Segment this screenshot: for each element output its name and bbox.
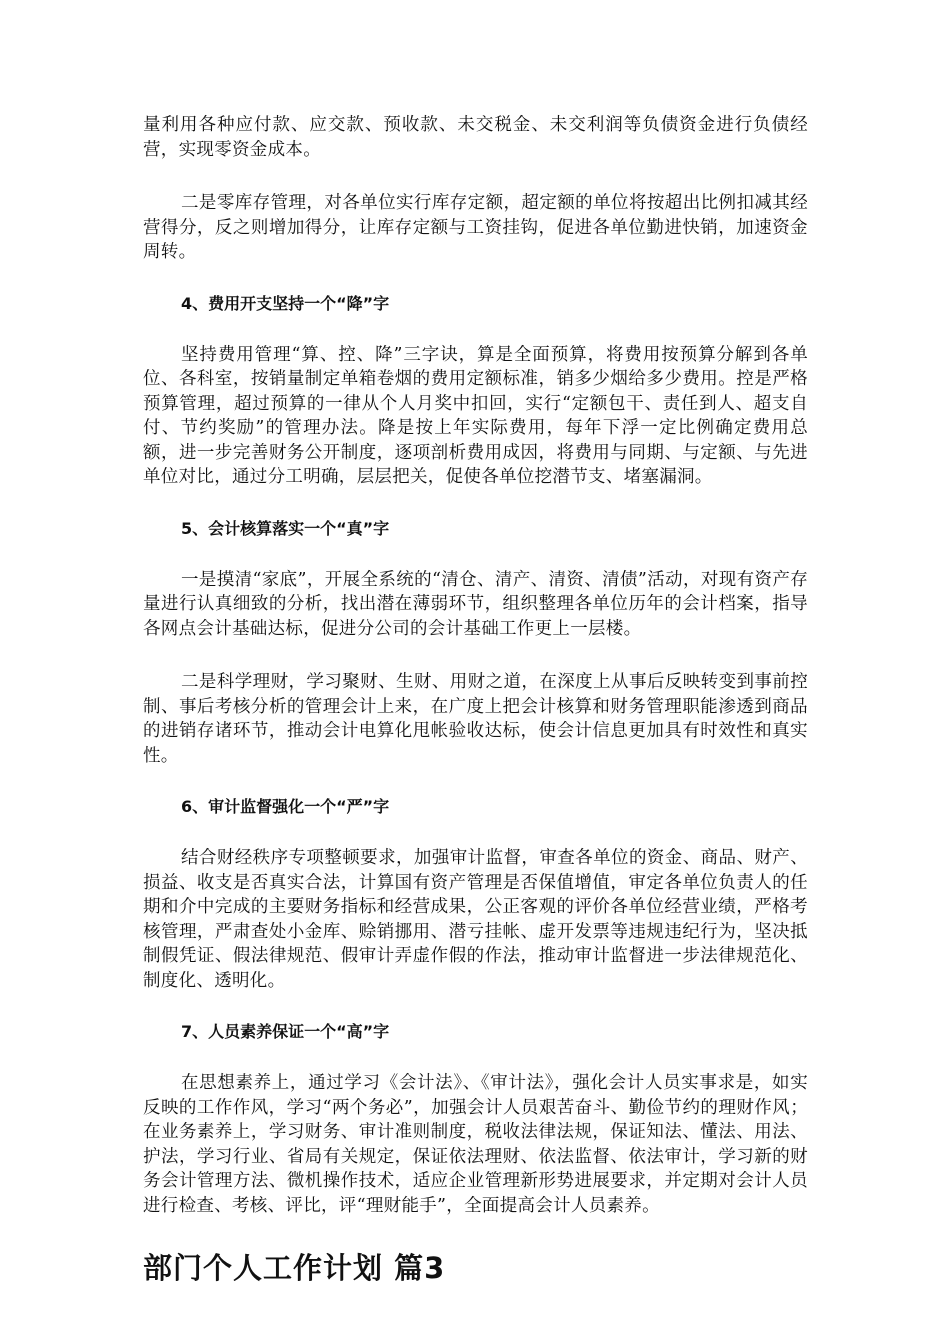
- heading-accounting: 5、会计核算落实一个“真”字: [181, 518, 390, 538]
- paragraph-staff-training: 在思想素养上，通过学习《会计法》、《审计法》，强化会计人员实事求是，如实反映的工作作风，学习“两个务必”，加强会计人员艰苦奋斗、勤俭节约的理财作风；在业务素养上，学习财务、审计准则制度，税收法律法规，保证知法、懂法、用法、护法，学习行业、省局有关规定，保证依法理财、依法监督、依法审计，学习新的财务会计管理方法、微机操作技术，适应企业管理新形势进展要求，并定期对会计人员进行检查、考核、评比，评“理财能手”，全面提高会计人员素养。: [143, 1073, 808, 1216]
- paragraph-liabilities: 量利用各种应付款、应交款、预收款、未交税金、未交利润等负债资金进行负债经营，实现零资金成本。: [143, 115, 808, 160]
- paragraph-expense-management: 坚持费用管理“算、控、降”三字诀，算是全面预算，将费用按预算分解到各单位、各科室，按销量制定单箱卷烟的费用定额标准，销多少烟给多少费用。控是严格预算管理，超过预算的一律从个人月奖中扣回，实行“定额包干、责任到人、超支自付、节约奖励”的管理办法。降是按上年实际费用，每年下浮一定比例确定费用总额，进一步完善财务公开制度，逐项剖析费用成因，将费用与同期、与定额、与先进单位对比，通过分工明确，层层把关，促使各单位挖潜节支、堵塞漏洞。: [143, 344, 808, 487]
- heading-staff-quality: 7、人员素养保证一个“高”字: [181, 1022, 390, 1041]
- paragraph-asset-inventory: 一是摸清“家底”，开展全系统的“清仓、清产、清资、清债”活动，对现有资产存量进行认真细致的分析，找出潜在薄弱环节，组织整理各单位历年的会计档案，指导各网点会计基础达标，促进分公司的会计基础工作更上一层楼。: [143, 569, 808, 639]
- heading-audit: 6、审计监督强化一个“严”字: [181, 797, 390, 816]
- paragraph-audit-supervision: 结合财经秩序专项整顿要求，加强审计监督，审查各单位的资金、商品、财产、损益、收支是否真实合法，计算国有资产管理是否保值增值，审定各单位负责人的任期和介中完成的主要财务指标和经营成果，公正客观的评价各单位经营业绩，严格考核管理，严肃查处小金库、赊销挪用、潜亏挂帐、虚开发票等违规违纪行为，坚决抵制假凭证、假法律规范、假审计弄虚作假的作法，推动审计监督进一步法律规范化、制度化、透明化。: [143, 848, 808, 991]
- section-title: 部门个人工作计划 篇3: [143, 1251, 446, 1285]
- paragraph-zero-inventory: 二是零库存管理，对各单位实行库存定额，超定额的单位将按超出比例扣减其经营得分，反之则增加得分，让库存定额与工资挂钩，促进各单位勤进快销，加速资金周转。: [143, 193, 808, 262]
- heading-expense-control: 4、费用开支坚持一个“降”字: [181, 293, 390, 313]
- document-page: [143, 113, 808, 1288]
- paragraph-scientific-finance: 二是科学理财，学习聚财、生财、用财之道，在深度上从事后反映转变到事前控制、事后考核分析的管理会计上来，在广度上把会计核算和财务管理职能渗透到商品的进销存诸环节，推动会计电算化甩帐验收达标，使会计信息更加具有时效性和真实性。: [143, 672, 808, 766]
